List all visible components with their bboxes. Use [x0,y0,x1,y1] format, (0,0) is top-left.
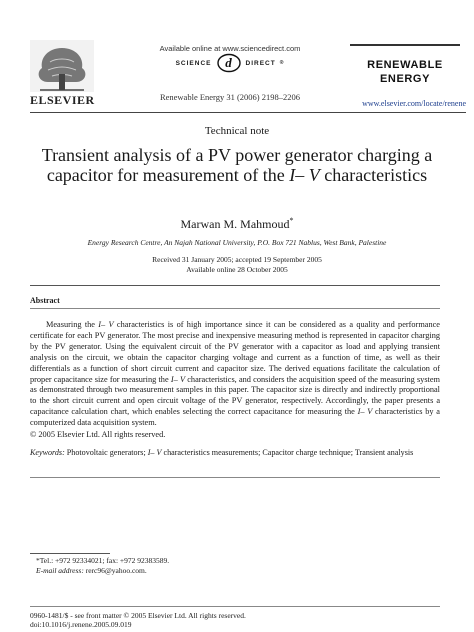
author-footnote-mark[interactable]: * [289,216,294,225]
author-affiliation: Energy Research Centre, An Najah National University, P.O. Box 721 Nablus, West Bank, Palestine [87,238,387,247]
abstract-seg4: characteristics by a computerized data acquisition system. [30,407,440,428]
keywords [30,448,440,459]
title-text-part1: Transient analysis of a PV power generator charging a capacitor for measurement of the [41,145,433,185]
header-divider [30,112,466,113]
abstract-iv3: I– V [357,407,373,417]
abstract-heading: Abstract [30,296,60,305]
abstract-body [30,320,440,429]
doi-line[interactable]: doi:10.1016/j.renene.2005.09.019 [30,620,132,629]
keywords-label: Keywords: [30,448,65,457]
front-matter [30,611,246,629]
sciencedirect-at-icon [216,53,242,73]
author-footnote [36,556,169,576]
footnote-email-line [36,566,169,576]
abstract-bottom-rule [30,477,440,478]
available-date: Available online 28 October 2005 [186,265,288,274]
keywords-part2: characteristics measurements; Capacitor charge technique; Transient analysis [161,448,414,457]
sciencedirect-right: DIRECT [245,59,276,67]
abstract-seg3: characteristics, and considers the acquisition speed of the measuring system as demonstrated through two measurement samples in this paper. The capacitor size is directly and indirectly proportional to the short circuit current and open circuit voltage of the PV generator, respectively. Accordingly, the paper presents a capacitance calculation chart, which enables selecting the correct capacitance for measuring the [30,374,440,417]
journal-name [350,58,460,86]
article-type: Technical note [204,125,270,137]
article-dates [0,255,474,275]
journal-name-line2: ENERGY [379,73,431,85]
sciencedirect-left: SCIENCE [175,59,212,67]
title-text-part2: characteristics [319,165,428,185]
article-title [30,145,444,185]
svg-text:d: d [224,55,233,70]
keywords-part1: Photovoltaic generators; [64,448,148,457]
footnote-email-label: E-mail address: [36,566,84,575]
journal-header-rule [350,44,460,46]
journal-citation: Renewable Energy 31 (2006) 2198–2206 [159,92,301,102]
footnote-rule [30,553,110,554]
keywords-iv: I– V [147,448,162,457]
front-matter-rule [30,606,440,607]
abstract-top-rule [30,285,440,286]
journal-name-line1: RENEWABLE [367,59,443,71]
sciencedirect-logo [145,53,315,73]
received-date: Received 31 January 2005; accepted 19 September 2005 [152,255,322,264]
registered-mark: ® [279,60,285,66]
abstract-seg1: Measuring the [46,320,99,329]
author-name: Marwan M. Mahmoud [180,217,290,231]
journal-url-link[interactable]: www.elsevier.com/locate/renene [362,99,466,108]
abstract-iv1: I– V [98,320,114,329]
abstract-seg2: characteristics is of high importance since it can be considered as a quality and performance certificate for each PV generator. The most precise and inexpensive measuring method is represented in capacitor charging by the PV generator. Using the equivalent circuit of the PV generator with a capacitor as load and applying transient analysis on the circuit, we obtain the capacitor charging voltage and current as a function of time, as well as their differentials as a function of short circuit current and capacitor size. The derived equations facilitate the calculation of proper capacitance size for measuring the [30,320,440,384]
issn-line: 0960-1481/$ - see front matter © 2005 Elsevier Ltd. All rights reserved. [30,611,246,620]
publisher-name: ELSEVIER [30,93,95,107]
author-line [0,216,474,232]
available-online-text: Available online at www.sciencedirect.com [159,44,301,53]
footnote-contact: *Tel.: +972 92334021; fax: +972 92383589. [36,556,170,565]
footnote-email[interactable]: rerc96@yahoo.com. [83,566,147,575]
abstract-copyright: © 2005 Elsevier Ltd. All rights reserved. [30,430,166,439]
abstract-iv2: I– V [170,374,186,384]
abstract-heading-rule [30,308,440,309]
title-text-iv: I– V [289,165,320,185]
